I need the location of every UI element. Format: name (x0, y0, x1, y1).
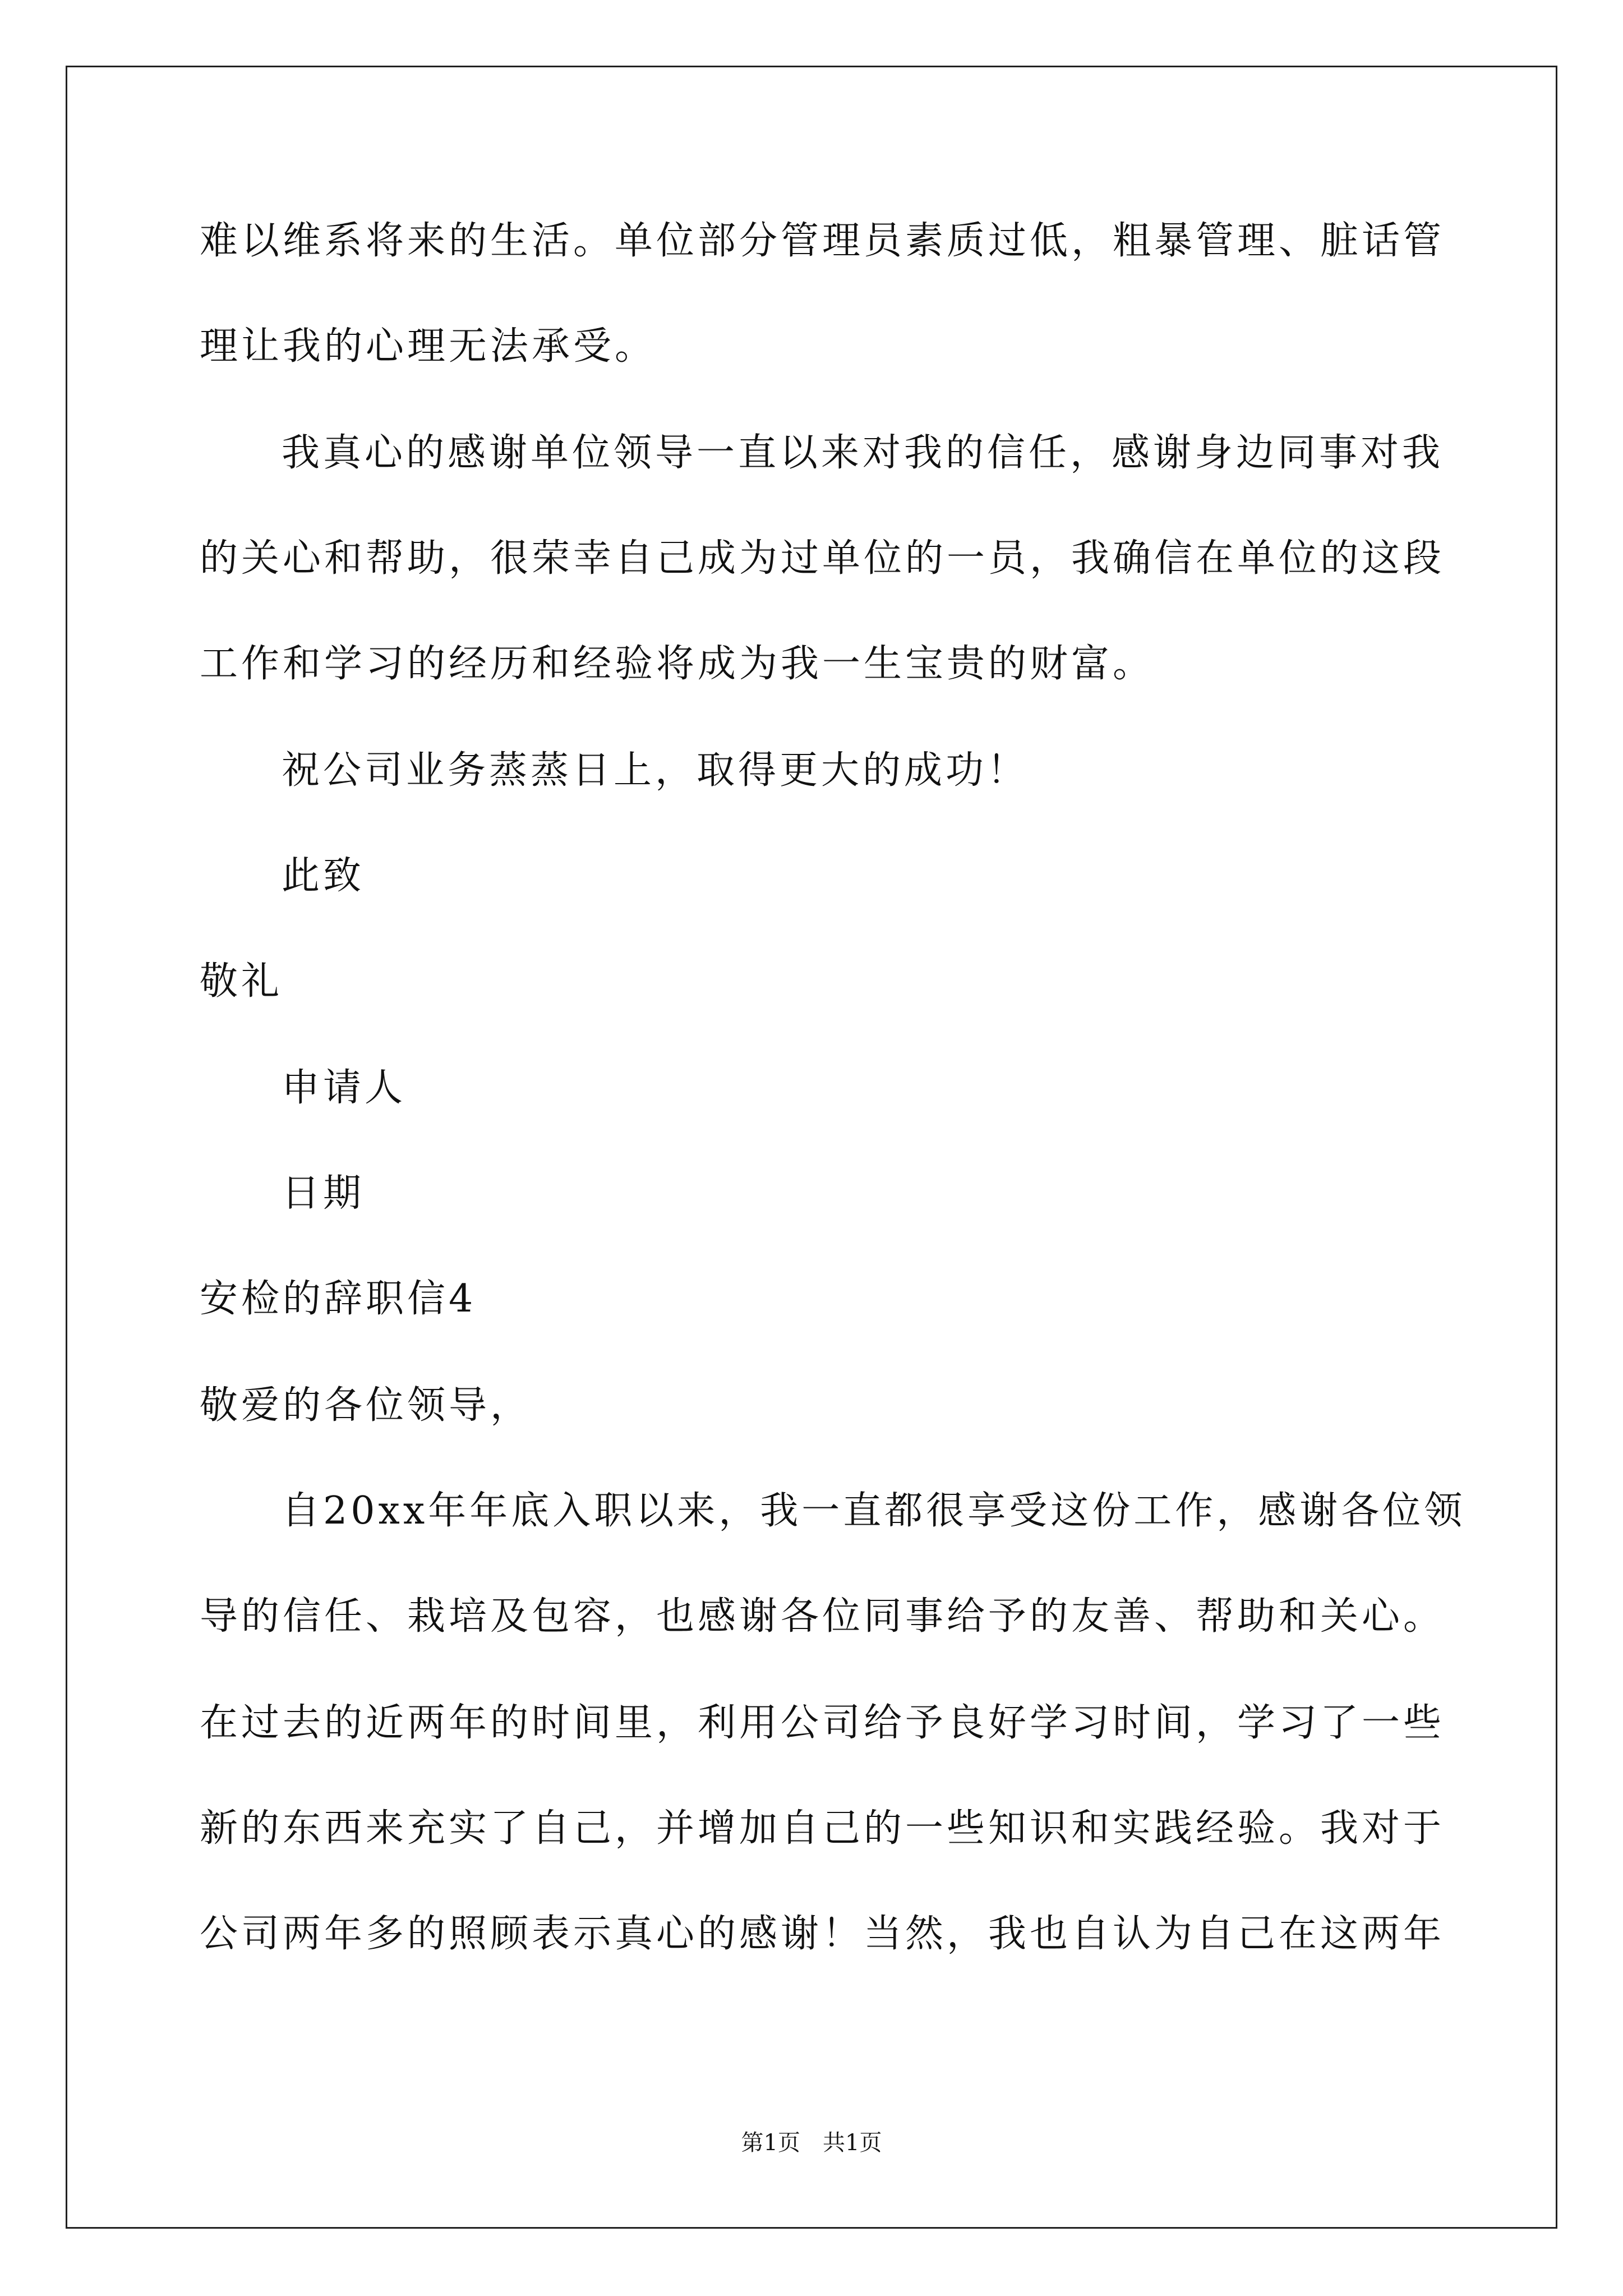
text-line: 难以维系将来的生活。单位部分管理员素质过低，粗暴管理、脏话管 (200, 219, 1445, 263)
salutation: 敬爱的各位领导， (200, 1383, 532, 1428)
page-frame (66, 66, 1557, 2229)
text-line: 申请人 (282, 1066, 407, 1110)
text-line: 敬礼 (200, 959, 283, 1004)
text-line: 在过去的近两年的时间里，利用公司给予良好学习时间，学习了一些 (200, 1701, 1445, 1745)
text-line: 日期 (282, 1171, 365, 1216)
text-line: 的关心和帮助，很荣幸自己成为过单位的一员，我确信在单位的这段 (200, 536, 1445, 581)
page-footer: 第1页 共1页 (741, 2130, 882, 2156)
text-line: 我真心的感谢单位领导一直以来对我的信任，感谢身边同事对我 (282, 431, 1444, 475)
text-line: 工作和学习的经历和经验将成为我一生宝贵的财富。 (200, 642, 1155, 686)
text-line: 导的信任、栽培及包容，也感谢各位同事给予的友善、帮助和关心。 (200, 1594, 1445, 1639)
text-line: 新的东西来充实了自己，并增加自己的一些知识和实践经验。我对于 (200, 1806, 1445, 1851)
text-line: 公司两年多的照顾表示真心的感谢！当然，我也自认为自己在这两年 (200, 1912, 1445, 1956)
text-line: 祝公司业务蒸蒸日上，取得更大的成功！ (282, 748, 1029, 793)
text-line: 此致 (282, 854, 365, 898)
text-line: 理让我的心理无法承受。 (200, 324, 657, 369)
text-line: 自20xx年年底入职以来，我一直都很享受这份工作，感谢各位领 (282, 1489, 1466, 1533)
section-heading: 安检的辞职信4 (200, 1277, 477, 1321)
